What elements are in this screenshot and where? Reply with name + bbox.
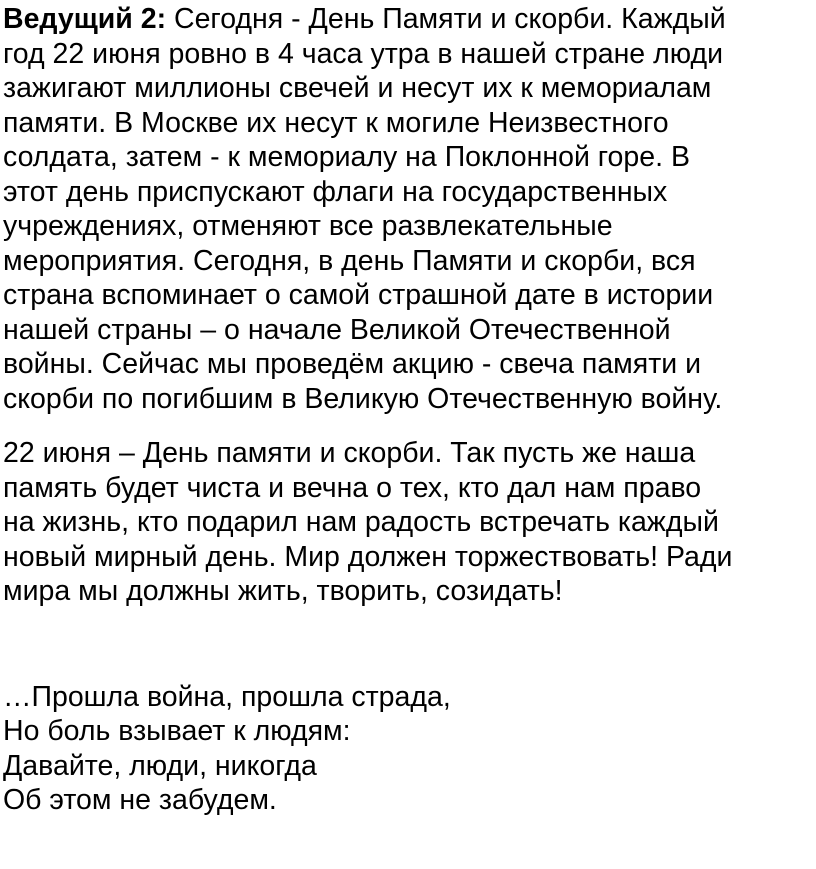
paragraph-host-speech (3, 2, 815, 416)
speaker-label: Ведущий 2: (3, 3, 167, 35)
verse-line: …Прошла война, прошла страда, (3, 680, 451, 713)
text-line: мероприятия. Сегодня, в день Памяти и скорби, вся (3, 244, 696, 277)
text-line: скорби по погибшим в Великую Отечественную войну. (3, 382, 723, 415)
text-line: мира мы должны жить, творить, созидать! (3, 575, 563, 607)
text-line: памяти. В Москве их несут к могиле Неизвестного (3, 106, 669, 139)
verse-line: Но боль взывает к людям: (3, 715, 351, 747)
text-line: 22 июня – День памяти и скорби. Так пусть же наша (3, 437, 696, 469)
text-line: зажигают миллионы свечей и несут их к мемориалам (3, 72, 712, 104)
text-line: память будет чиста и вечна о тех, кто дал нам право (3, 471, 702, 504)
text-line: учреждениях, отменяют все развлекательные (3, 210, 613, 242)
text-line: новый мирный день. Мир должен торжествовать! Ради (3, 540, 733, 573)
paragraph-memorial-day (3, 436, 815, 609)
text-line: страна вспоминает о самой страшной дате в истории (3, 279, 714, 311)
verse-line: Давайте, люди, никогда (3, 749, 317, 782)
text-line: нашей страны – о начале Великой Отечественной (3, 313, 671, 346)
text-line: этот день приспускают флаги на государственных (3, 175, 668, 208)
text-line: на жизнь, кто подарил нам радость встречать каждый (3, 506, 719, 538)
text-line: солдата, затем - к мемориалу на Поклонной горе. В (3, 141, 690, 173)
text-line (3, 2, 815, 37)
text-line: войны. Сейчас мы проведём акцию - свеча памяти и (3, 348, 702, 380)
text-line-content: Сегодня - День Памяти и скорби. Каждый (166, 3, 726, 35)
document-body (3, 0, 815, 818)
verse-line: Об этом не забудем. (3, 784, 277, 816)
poem-verse (3, 680, 815, 818)
text-line: год 22 июня ровно в 4 часа утра в нашей стране люди (3, 37, 724, 70)
